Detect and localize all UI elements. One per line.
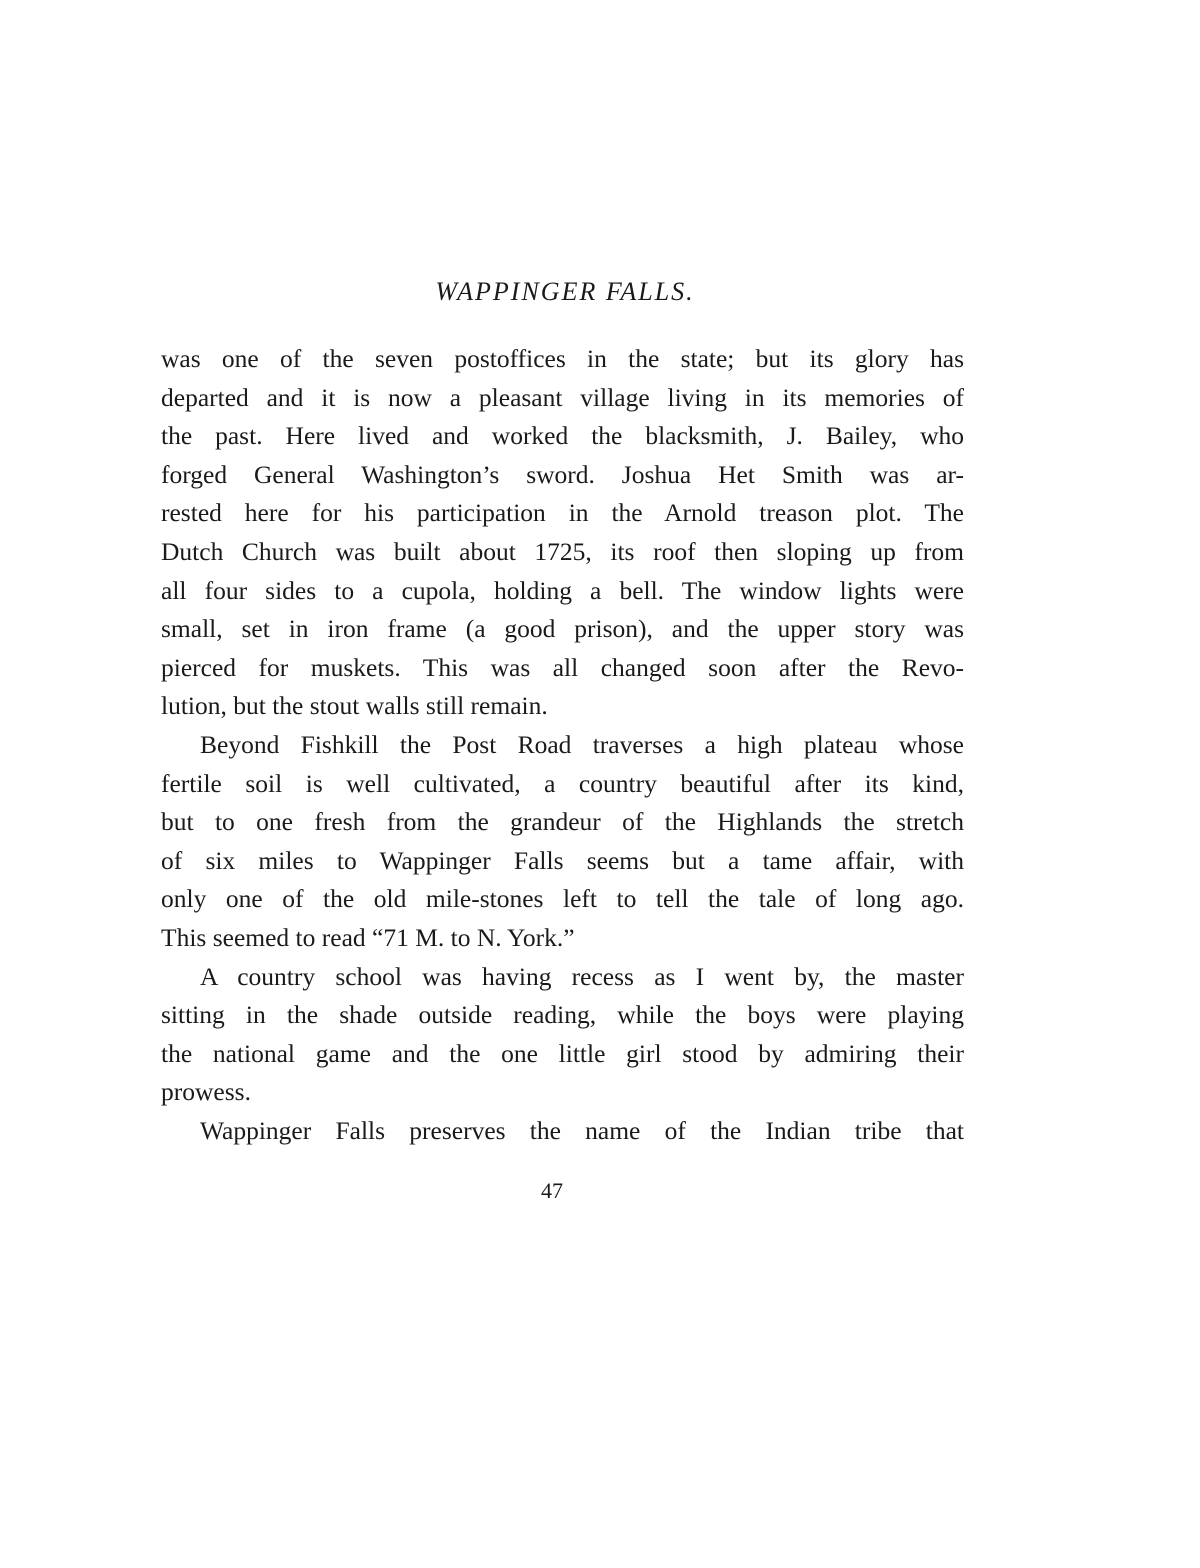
text-line: of six miles to Wappinger Falls seems but a tame affair, with	[161, 845, 964, 875]
text-line: Beyond Fishkill the Post Road traverses a high plateau whose	[200, 729, 964, 759]
text-line: This seemed to read “71 M. to N. York.”	[161, 922, 575, 952]
body-text	[161, 340, 964, 1150]
text-line: lution, but the stout walls still remain.	[161, 691, 548, 721]
text-line: all four sides to a cupola, holding a bell. The window lights were	[161, 575, 964, 605]
text-line: Wappinger Falls preserves the name of the Indian tribe that	[200, 1115, 964, 1145]
text-line: only one of the old mile-stones left to tell the tale of long ago.	[161, 884, 964, 914]
text-line: prowess.	[161, 1077, 251, 1107]
text-line: pierced for muskets. This was all changed soon after the Revo-	[161, 652, 964, 682]
text-line: small, set in iron frame (a good prison), and the upper story was	[161, 614, 964, 644]
text-line: the past. Here lived and worked the blacksmith, J. Bailey, who	[161, 421, 964, 451]
text-line: rested here for his participation in the Arnold treason plot. The	[161, 498, 964, 528]
text-line: the national game and the one little girl stood by admiring their	[161, 1038, 964, 1068]
running-head: WAPPINGER FALLS.	[435, 277, 695, 306]
text-line: departed and it is now a pleasant village living in its memories of	[161, 382, 964, 412]
text-line: sitting in the shade outside reading, while the boys were playing	[161, 1000, 964, 1030]
text-line: fertile soil is well cultivated, a country beautiful after its kind,	[161, 768, 964, 798]
text-line: was one of the seven postoffices in the state; but its glory has	[161, 344, 964, 373]
text-line: but to one fresh from the grandeur of the Highlands the stretch	[161, 807, 964, 837]
text-line: A country school was having recess as I went by, the master	[200, 961, 964, 991]
page-number: 47	[541, 1178, 563, 1203]
text-line: forged General Washington’s sword. Joshua Het Smith was ar-	[161, 459, 964, 489]
text-line: Dutch Church was built about 1725, its roof then sloping up from	[161, 536, 964, 566]
